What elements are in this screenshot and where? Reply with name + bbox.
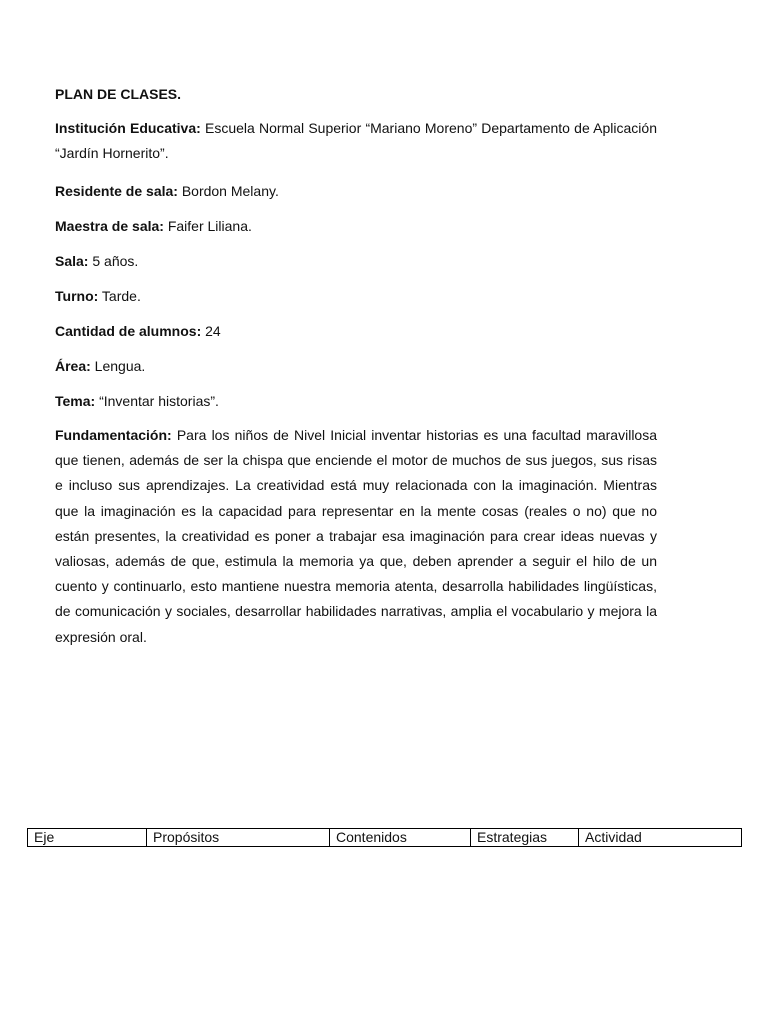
- field-area: [55, 356, 657, 376]
- field-label: Residente de sala:: [55, 183, 178, 199]
- field-label: Maestra de sala:: [55, 218, 164, 234]
- field-label: Cantidad de alumnos:: [55, 323, 202, 339]
- field-label: Institución Educativa:: [55, 120, 201, 136]
- plan-table-container: [27, 828, 741, 847]
- field-value: “Inventar historias”.: [95, 393, 219, 409]
- document-title: PLAN DE CLASES.: [55, 86, 182, 102]
- table-header-estrategias: Estrategias: [471, 829, 579, 847]
- field-label: Turno:: [55, 288, 99, 304]
- field-label: Tema:: [55, 393, 96, 409]
- table-header-eje: Eje: [28, 829, 147, 847]
- field-cantidad-alumnos: [55, 321, 657, 341]
- field-value: Lengua.: [90, 358, 146, 374]
- table-header-row: [28, 829, 742, 847]
- field-label: Sala:: [55, 253, 89, 269]
- field-value: Escuela Normal Superior “Mariano Moreno” Departamento de Aplicación “Jardín Hornerito”.: [55, 120, 657, 161]
- field-value: Faifer Liliana.: [163, 218, 252, 234]
- table-header-contenidos: Contenidos: [330, 829, 471, 847]
- field-label: Área:: [55, 358, 91, 374]
- field-value: 5 años.: [88, 253, 139, 269]
- field-value: Tarde.: [98, 288, 141, 304]
- field-value: 24: [201, 323, 221, 339]
- table-header-actividad: Actividad: [579, 829, 742, 847]
- field-maestra: [55, 216, 657, 236]
- field-turno: [55, 286, 657, 306]
- fundamentacion-label: Fundamentación:: [55, 427, 172, 443]
- field-tema: [55, 391, 657, 411]
- table-header-propositos: Propósitos: [147, 829, 330, 847]
- field-sala: [55, 251, 657, 271]
- field-value: Bordon Melany.: [177, 183, 279, 199]
- field-residente: [55, 181, 657, 201]
- plan-table: [27, 828, 742, 847]
- document-body: [55, 84, 657, 650]
- fundamentacion-paragraph: [55, 423, 657, 650]
- fundamentacion-text: Para los niños de Nivel Inicial inventar historias es una facultad maravillosa que tienen, además de ser la chispa que enciende el motor de muchos de sus juegos, sus risas e incluso sus aprendizajes. La creatividad está muy relacionada con la imaginación. Mientras que la imaginación es la capacidad para representar en la mente cosas (reales o no) que no están presentes, la creatividad es poner a trabajar esa imaginación para crear ideas nuevas y valiosas, además de que, estimula la memoria ya que, deben aprender a seguir el hilo de un cuento y continuarlo, esto mantiene nuestra memoria atenta, desarrolla habilidades lingüísticas, de comunicación y sociales, desarrollar habilidades narrativas, amplia el vocabulario y mejora la expresión oral.: [55, 427, 657, 645]
- field-institucion: [55, 116, 657, 166]
